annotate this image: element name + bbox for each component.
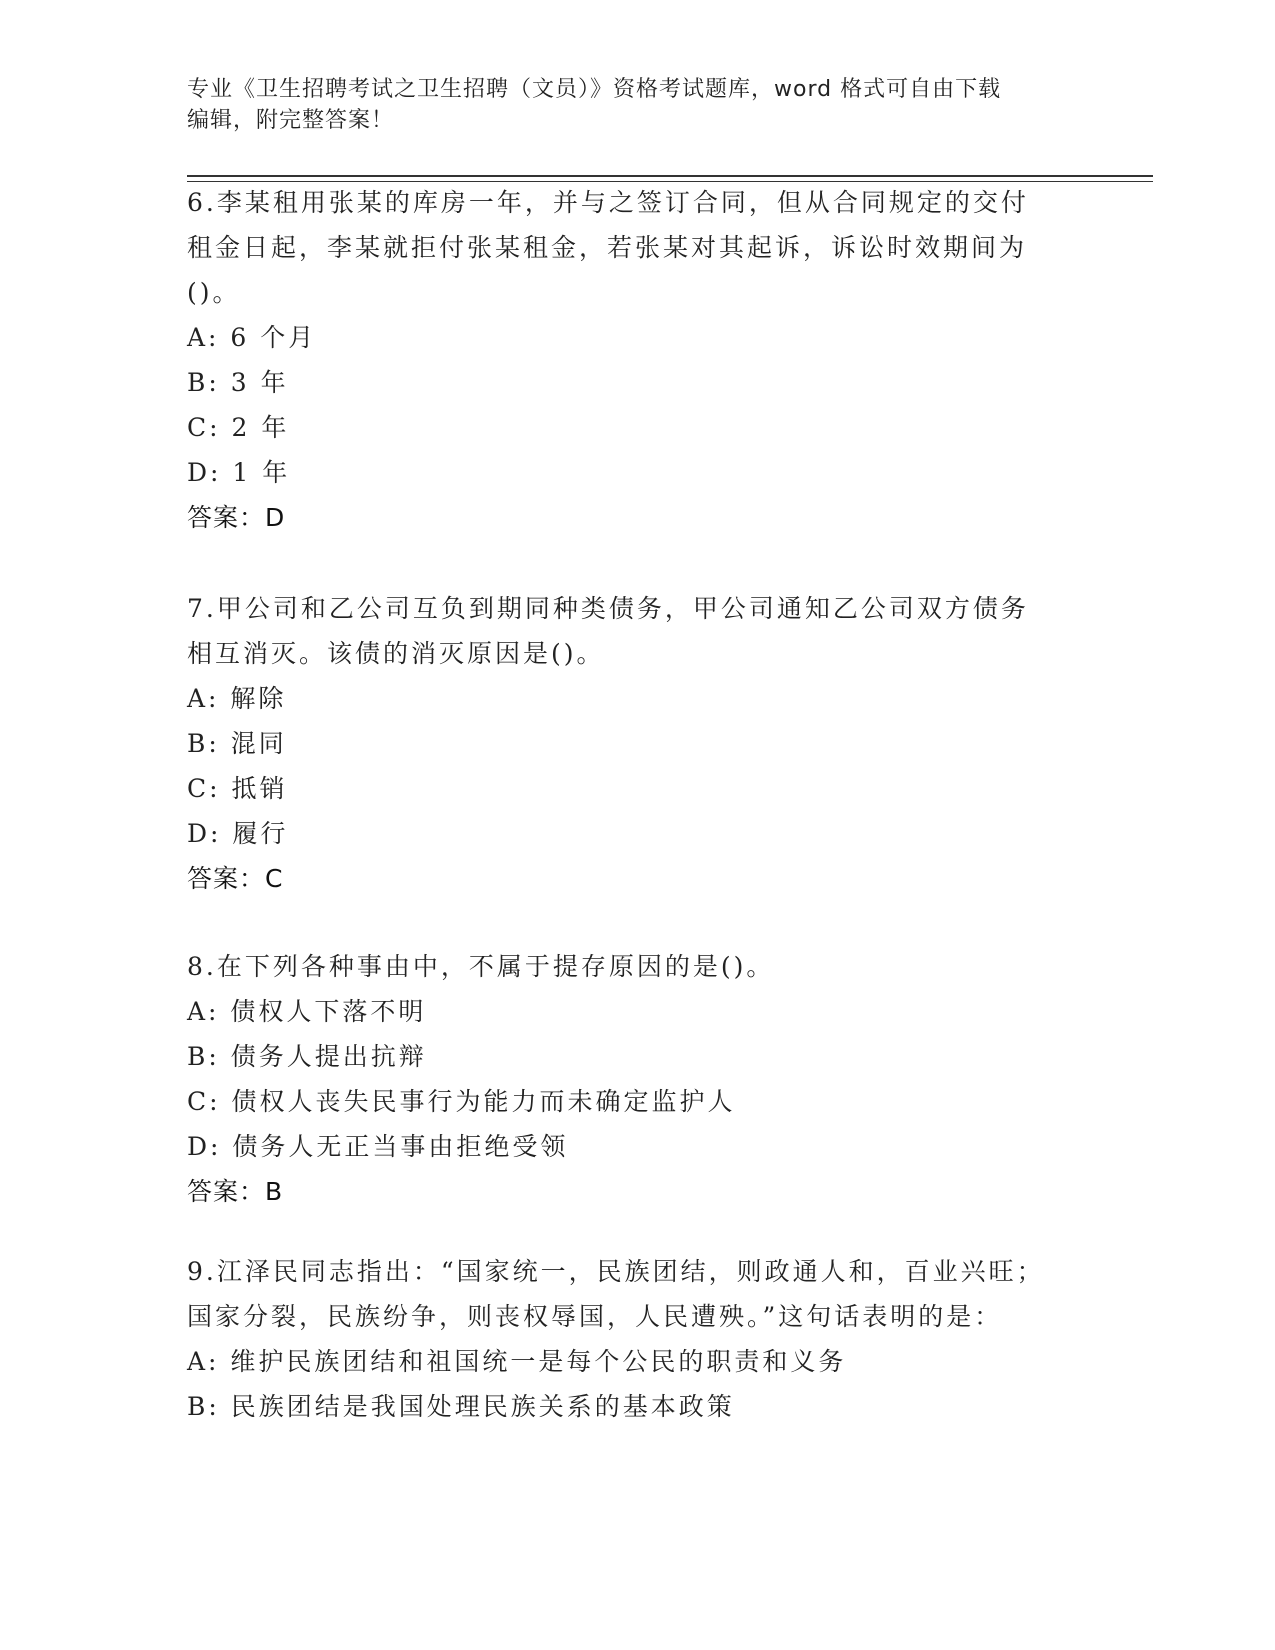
option-b: B: 3 年	[187, 368, 289, 397]
option-d: D: 债务人无正当事由拒绝受领	[187, 1132, 569, 1161]
question-stem-line: 6.李某租用张某的库房一年，并与之签订合同，但从合同规定的交付	[187, 188, 1029, 217]
question-6	[187, 180, 1067, 540]
option-a: A: 债权人下落不明	[187, 997, 427, 1026]
question-stem-line: 国家分裂，民族纷争，则丧权辱国，人民遭殃。”这句话表明的是：	[187, 1302, 1003, 1331]
question-stem-line: 8.在下列各种事由中，不属于提存原因的是()。	[187, 952, 775, 981]
option-d: D: 1 年	[187, 458, 291, 487]
option-b: B: 民族团结是我国处理民族关系的基本政策	[187, 1392, 735, 1421]
answer-label: 答案：C	[187, 864, 284, 893]
header-line-1: 专业《卫生招聘考试之卫生招聘（文员）》资格考试题库，word 格式可自由下载	[187, 77, 1002, 102]
answer-label: 答案：B	[187, 1177, 284, 1206]
question-8	[187, 944, 1067, 1214]
option-b: B: 混同	[187, 729, 287, 758]
header-divider-thick	[187, 175, 1153, 177]
document-header	[187, 74, 1067, 136]
option-c: C: 债权人丧失民事行为能力而未确定监护人	[187, 1087, 736, 1116]
header-line-2: 编辑，附完整答案！	[187, 108, 395, 133]
question-stem-line: 9.江泽民同志指出：“国家统一，民族团结，则政通人和，百业兴旺；	[187, 1257, 1045, 1286]
option-d: D: 履行	[187, 819, 289, 848]
question-stem-line: 相互消灭。该债的消灭原因是()。	[187, 639, 605, 668]
option-c: C: 2 年	[187, 413, 290, 442]
option-a: A: 6 个月	[187, 323, 317, 352]
question-9	[187, 1249, 1067, 1429]
option-b: B: 债务人提出抗辩	[187, 1042, 427, 1071]
option-c: C: 抵销	[187, 774, 288, 803]
question-stem-line: ()。	[187, 278, 241, 307]
answer-label: 答案：D	[187, 503, 286, 532]
question-stem-line: 租金日起，李某就拒付张某租金，若张某对其起诉，诉讼时效期间为	[187, 233, 1028, 262]
question-7	[187, 586, 1067, 901]
question-stem-line: 7.甲公司和乙公司互负到期同种类债务，甲公司通知乙公司双方债务	[187, 594, 1029, 623]
option-a: A: 解除	[187, 684, 287, 713]
option-a: A: 维护民族团结和祖国统一是每个公民的职责和义务	[187, 1347, 847, 1376]
